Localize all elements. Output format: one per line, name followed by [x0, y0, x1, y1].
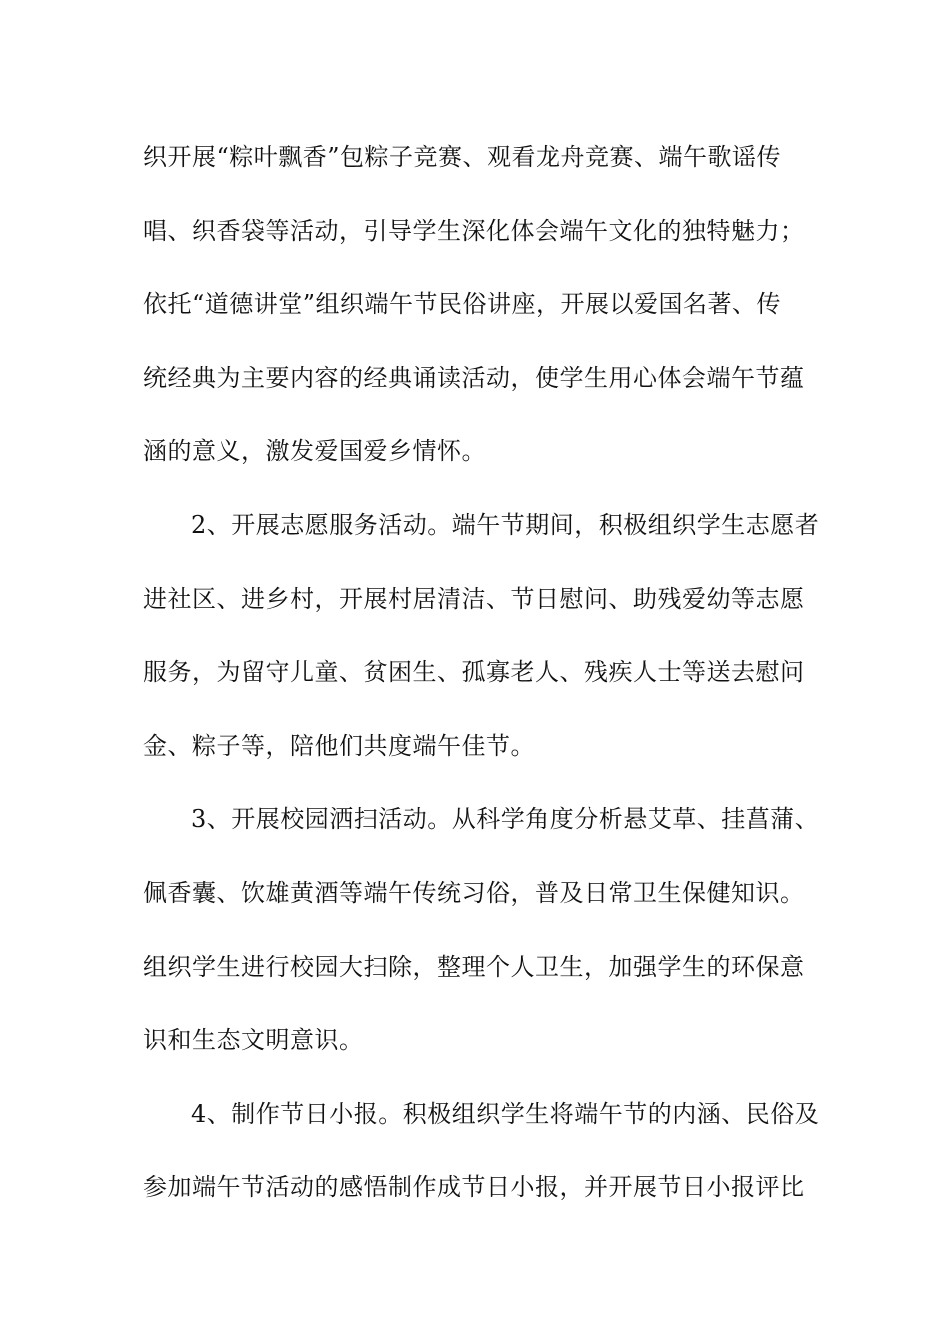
text-line: 佩香囊、饮雄黄酒等端午传统习俗，普及日常卫生保健知识。 [143, 878, 805, 907]
text-line: 服务，为留守儿童、贫困生、孤寡老人、残疾人士等送去慰问 [143, 658, 805, 687]
text-line: 依托“道德讲堂”组织端午节民俗讲座，开展以爱国名著、传 [143, 290, 782, 319]
text-line: 金、粽子等，陪他们共度端午佳节。 [143, 731, 535, 760]
paragraph-start-line: 3、开展校园洒扫活动。从科学角度分析悬艾草、挂菖蒲、 [191, 805, 820, 834]
paragraph-start-line: 2、开展志愿服务活动。端午节期间，积极组织学生志愿者 [191, 510, 820, 539]
text-line: 织开展“粽叶飘香”包粽子竞赛、观看龙舟竞赛、端午歌谣传 [143, 143, 782, 171]
text-line: 识和生态文明意识。 [143, 1026, 364, 1055]
text-line: 参加端午节活动的感悟制作成节日小报，并开展节日小报评比 [143, 1173, 805, 1202]
paragraph-start-line: 4、制作节日小报。积极组织学生将端午节的内涵、民俗及 [191, 1099, 820, 1128]
document-body [143, 131, 820, 1235]
text-line: 统经典为主要内容的经典诵读活动，使学生用心体会端午节蕴 [143, 363, 805, 392]
text-line: 涵的意义，激发爱国爱乡情怀。 [143, 437, 486, 466]
text-line: 唱、织香袋等活动，引导学生深化体会端午文化的独特魅力； [143, 216, 805, 245]
text-line: 进社区、进乡村，开展村居清洁、节日慰问、助残爱幼等志愿 [143, 584, 805, 613]
text-line: 组织学生进行校园大扫除，整理个人卫生，加强学生的环保意 [143, 952, 805, 981]
